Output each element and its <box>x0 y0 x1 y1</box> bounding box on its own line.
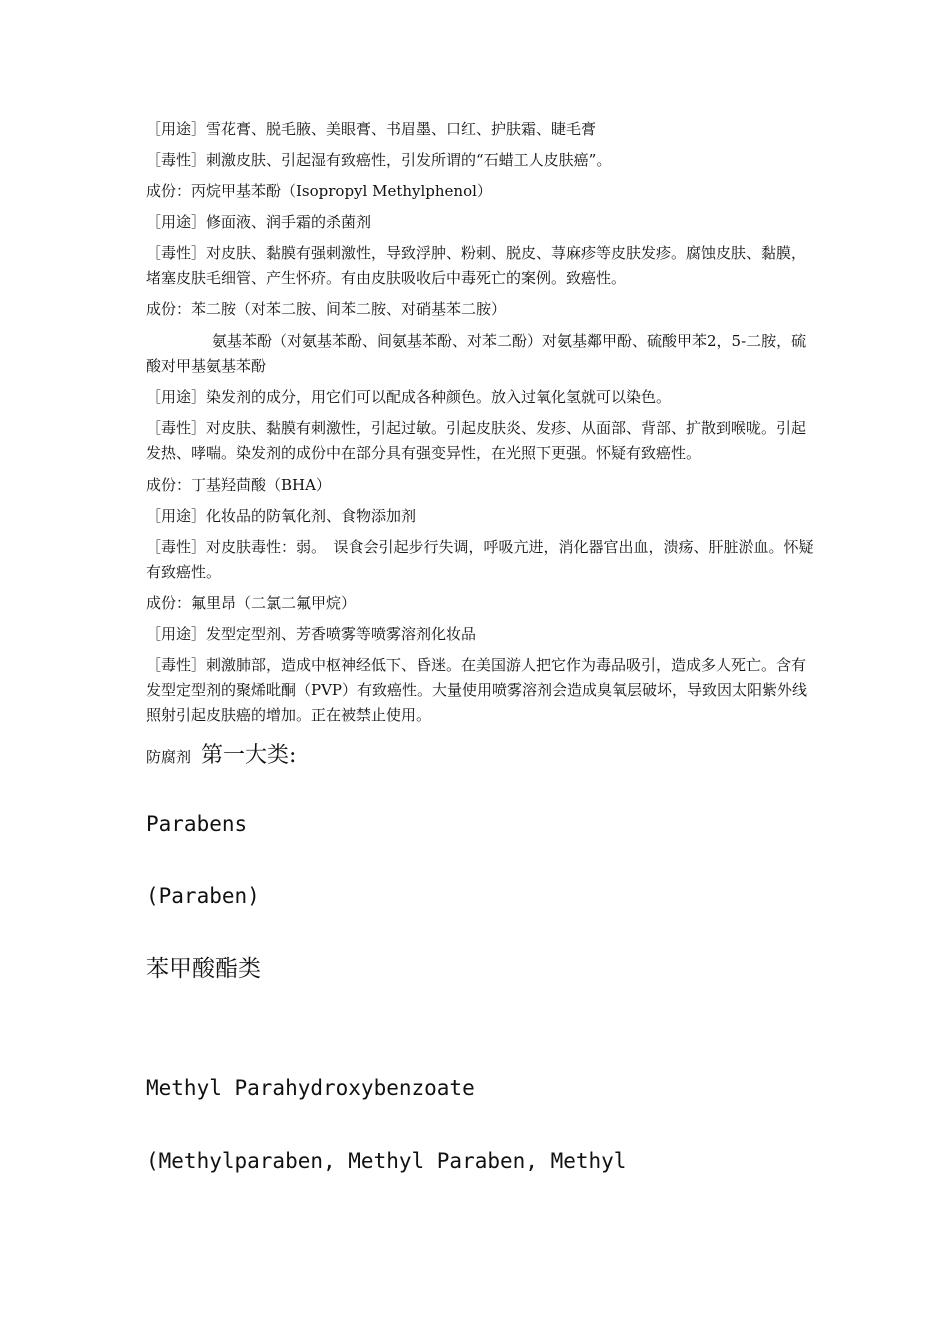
toxicity-line-5: ［毒性］刺激肺部，造成中枢神经低下、昏迷。在美国游人把它作为毒品吸引，造成多人死亡。含有发型定型剂的聚烯吡酮（PVP）有致癌性。大量使用喷雾溶剂会造成臭氧层破坏，导致因太阳紫外线照射引起皮肤癌的增加。正在被禁止使用。 <box>146 656 808 724</box>
ingredient-line-2: 成份：苯二胺（对苯二胺、间苯二胺、对硝基苯二胺） <box>146 300 507 318</box>
toxicity-line-1: ［毒性］刺激皮肤、引起湿有致癌性，引发所谓的“石蜡工人皮肤癌”。 <box>146 151 612 169</box>
methyl-name: Methyl Parahydroxybenzoate <box>146 1076 475 1100</box>
usage-line-5: ［用途］发型定型剂、芳香喷雾等喷雾溶剂化妆品 <box>146 625 477 643</box>
paraben-chinese-label: 苯甲酸酯类 <box>146 956 261 982</box>
ingredient-line-3: 成份：丁基羟茴酸（BHA） <box>146 476 331 494</box>
toxicity-line-2: ［毒性］对皮肤、黏膜有强刺激性，导致浮肿、粉刺、脱皮、荨麻疹等皮肤发疹。腐蚀皮肤、黏膜，堵塞皮肤毛细管、产生怀疥。有由皮肤吸收后中毒死亡的案例。致癌性。 <box>146 244 807 287</box>
preservatives-label: 防腐剂 <box>146 748 192 766</box>
paraben-label: (Paraben) <box>146 884 260 908</box>
usage-line-4: ［用途］化妆品的防氧化剂、食物添加剂 <box>146 507 417 525</box>
toxicity-line-4: ［毒性］对皮肤毒性：弱。 误食会引起步行失调，呼吸亢进，消化器官出血，溃疡、肝脏淤血。怀疑有致癌性。 <box>146 538 814 581</box>
usage-line-3: ［用途］染发剂的成分，用它们可以配成各种颜色。放入过氧化氢就可以染色。 <box>146 388 672 406</box>
ingredient-line-1: 成份：丙烷甲基苯酚（Isopropyl Methylphenol） <box>146 182 492 200</box>
usage-line-2: ［用途］修面液、润手霜的杀菌剂 <box>146 213 372 231</box>
category-one-label: 第一大类: <box>201 743 297 768</box>
ingredient-line-4: 成份：氟里昂（二氯二氟甲烷） <box>146 594 357 612</box>
ingredient-line-2-continued: 氨基苯酚（对氨基苯酚、间氨基苯酚、对苯二酚）对氨基鄰甲酚、硫酸甲苯2，5-二胺，硫酸对甲基氨基苯酚 <box>146 332 807 375</box>
methyl-aliases: (Methylparaben, Methyl Paraben, Methyl <box>146 1149 627 1173</box>
toxicity-line-3: ［毒性］对皮肤、黏膜有刺激性，引起过敏。引起皮肤炎、发疹、从面部、背部、扩散到喉咙。引起发热、哮喘。染发剂的成份中在部分具有强变异性，在光照下更强。怀疑有致癌性。 <box>146 419 807 462</box>
usage-line-1: ［用途］雪花膏、脱毛腋、美眼膏、书眉墨、口红、护肤霜、睫毛膏 <box>146 120 597 138</box>
parabens-label: Parabens <box>146 812 248 836</box>
section-heading <box>146 738 816 769</box>
